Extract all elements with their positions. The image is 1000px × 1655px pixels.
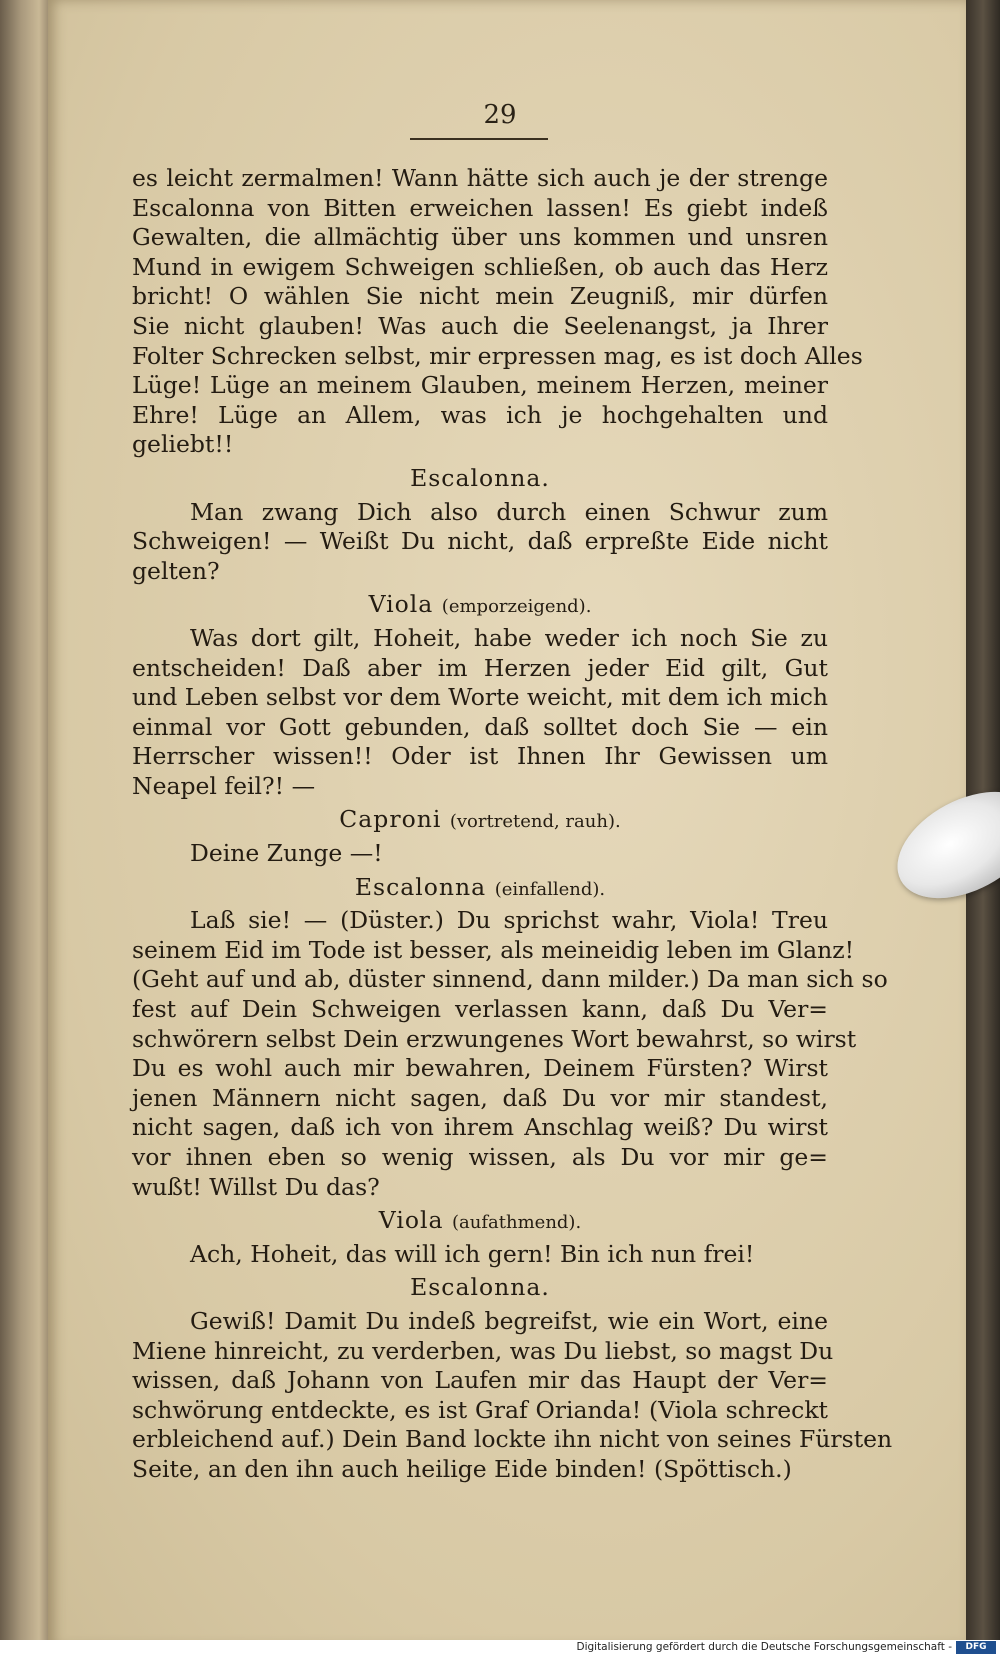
text-line: nicht sagen, daß ich von ihrem Anschlag weiß? Du wirst: [132, 1113, 828, 1142]
digitization-footer: [0, 1640, 1000, 1655]
funding-credit: Digitalisierung gefördert durch die Deutsche Forschungsgemeinschaft -: [576, 1641, 952, 1653]
text-line: Ach, Hoheit, das will ich gern! Bin ich nun frei!: [190, 1239, 755, 1268]
text-line: (Geht auf und ab, düster sinnend, dann milder.) Da man sich so: [132, 965, 888, 994]
text-line: Was dort gilt, Hoheit, habe weder ich noch Sie zu: [190, 623, 828, 652]
page-number-rule: [410, 138, 548, 140]
text-line: Folter Schrecken selbst, mir erpressen mag, es ist doch Alles: [132, 341, 863, 370]
speaker-name: Escalonna.: [410, 463, 550, 492]
speaker-name: Viola (aufathmend).: [378, 1206, 582, 1235]
text-line: geliebt!!: [132, 430, 234, 459]
opening-paragraph: [132, 164, 863, 460]
speech-block: [132, 872, 888, 1203]
text-line: schwörern selbst Dein erzwungenes Wort bewahrst, so wirst: [132, 1024, 857, 1053]
speech-block: [132, 590, 828, 801]
text-line: Sie nicht glauben! Was auch die Seelenangst, ja Ihrer: [132, 311, 828, 340]
text-line: und Leben selbst vor dem Worte weicht, mit dem ich mich: [132, 683, 828, 712]
text-line: bricht! O wählen Sie nicht mein Zeugniß, mir dürfen: [132, 282, 828, 311]
page-number: 29: [483, 100, 517, 130]
text-line: Ehre! Lüge an Allem, was ich je hochgehalten und: [132, 400, 828, 429]
speech-block: [132, 805, 828, 868]
text-line: Neapel feil?! —: [132, 771, 316, 800]
text-line: Laß sie! — (Düster.) Du sprichst wahr, Viola! Treu: [190, 906, 828, 935]
text-line: einmal vor Gott gebunden, daß solltet doch Sie — ein: [132, 712, 828, 741]
text-line: Gewiß! Damit Du indeß begreifst, wie ein Wort, eine: [190, 1306, 828, 1335]
speech-block: [132, 464, 828, 586]
speaker-name: Escalonna (einfallend).: [354, 872, 606, 901]
text-line: Seite, an den ihn auch heilige Eide binden! (Spöttisch.): [132, 1454, 792, 1483]
speaker-name: Escalonna.: [410, 1273, 550, 1302]
text-line: Escalonna von Bitten erweichen lassen! Es giebt indeß: [132, 193, 828, 222]
book-spine-edge: [0, 0, 52, 1655]
text-line: Lüge! Lüge an meinem Glauben, meinem Herzen, meiner: [132, 371, 828, 400]
text-line: Schweigen! — Weißt Du nicht, daß erpreßte Eide nicht: [132, 527, 828, 556]
text-line: vor ihnen eben so wenig wissen, als Du vor mir ge=: [132, 1143, 828, 1171]
speaker-name: Viola (emporzeigend).: [368, 590, 592, 619]
text-line: Man zwang Dich also durch einen Schwur zum: [190, 497, 828, 526]
text-line: entscheiden! Daß aber im Herzen jeder Eid gilt, Gut: [132, 653, 828, 682]
text-line: Miene hinreicht, zu verderben, was Du liebst, so magst Du: [132, 1336, 834, 1365]
text-line: Gewalten, die allmächtig über uns kommen und unsren: [132, 223, 828, 252]
page-text: [132, 164, 893, 1485]
text-line: es leicht zermalmen! Wann hätte sich auch je der strenge: [132, 164, 828, 192]
text-line: schwörung entdeckte, es ist Graf Orianda! (Viola schreckt: [132, 1395, 828, 1424]
text-line: fest auf Dein Schweigen verlassen kann, daß Du Ver=: [132, 995, 828, 1024]
dfg-logo: DFG: [956, 1641, 996, 1654]
text-line: wußt! Willst Du das?: [132, 1172, 380, 1201]
text-line: wissen, daß Johann von Laufen mir das Haupt der Ver=: [132, 1366, 828, 1395]
text-line: jenen Männern nicht sagen, daß Du vor mir standest,: [132, 1083, 828, 1112]
text-line: Du es wohl auch mir bewahren, Deinem Fürsten? Wirst: [132, 1054, 828, 1083]
speech-block: [132, 1273, 893, 1484]
text-line: Deine Zunge —!: [190, 839, 383, 868]
speech-block: [132, 1206, 828, 1269]
text-line: gelten?: [132, 556, 220, 585]
text-line: Herrscher wissen!! Oder ist Ihnen Ihr Gewissen um: [132, 742, 828, 771]
text-line: Mund in ewigem Schweigen schließen, ob auch das Herz: [132, 252, 828, 281]
text-line: erbleichend auf.) Dein Band lockte ihn nicht von seines Fürsten: [132, 1425, 893, 1454]
text-line: seinem Eid im Tode ist besser, als meineidig leben im Glanz!: [132, 935, 855, 964]
speaker-name: Caproni (vortretend, rauh).: [339, 805, 621, 834]
